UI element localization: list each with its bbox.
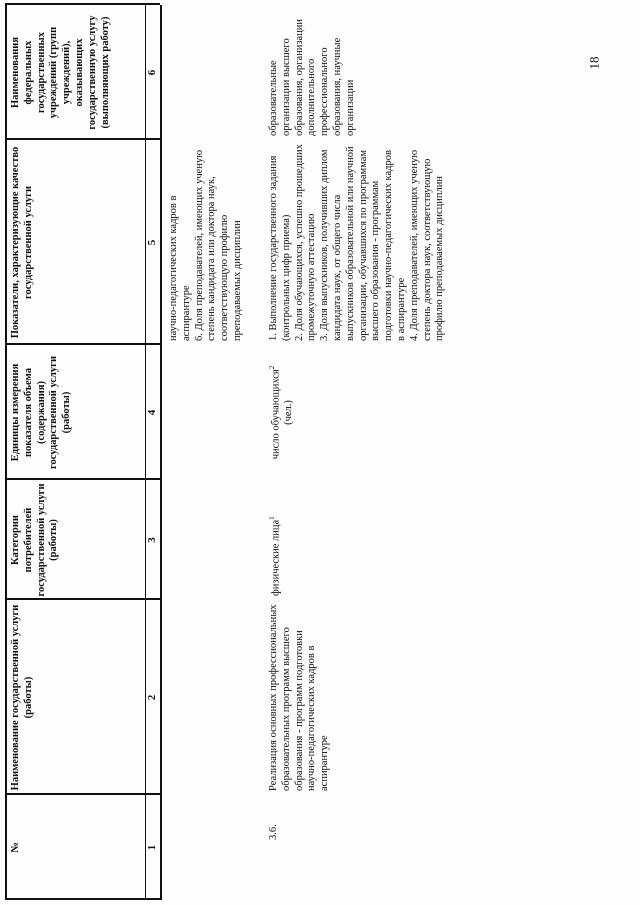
header-col-2: Наименование государственной услуги (работы) [10, 604, 34, 791]
col-divider-4 [5, 344, 160, 346]
column-number-4: 4 [146, 409, 158, 416]
table-border-header-bottom [160, 5, 162, 900]
row-consumers: физические лица$^1$ [268, 516, 282, 596]
header-col-4: Единицы измерения показателя объема (содержания) государственной услуги (работы) [10, 356, 73, 469]
column-number-6: 6 [146, 69, 158, 76]
column-number-3: 3 [146, 537, 158, 543]
row-number: 3.6. [268, 824, 279, 840]
unit-suffix: (чел.) [283, 400, 295, 425]
header-col-3: Категории потребителей государственной услуги (работы) [10, 483, 60, 597]
col-divider-2 [5, 599, 160, 601]
header-col-6: Наименования федеральных государственных учреждений (групп учреждений), оказывающих государственную услугу (выполняющих работу) [10, 15, 111, 130]
continuation-quality: научно-педагогических кадров в аспирантуре 6. Доля преподавателей, имеющих ученую степень кандидата или доктора наук, соответствующую профилю преподаваемых дисциплин [168, 149, 243, 341]
row-institutions: образовательные организации высшего образования, организации дополнительного профессионального образования, научные организации [268, 18, 356, 136]
header-col-1: № [10, 842, 21, 853]
col-divider-5 [5, 139, 160, 141]
row-quality: 1. Выполнение государственного задания (контрольных цифр приема) 2. Доля обучающихся, успешно прошедших промежуточную аттестацию 3. Доля выпускников, получивших диплом кандидата наук, от общего числа выпускников образовательной или научной организации, обучавшихся по программам высшего образования - программам подготовки научно-педагогических кадров в аспирантуре 4. Доля преподавателей, имеющих ученую степень доктора наук, соответствующую профилю преподаваемых дисциплин [268, 144, 446, 341]
unit-footnote-mark: 2 [268, 365, 276, 370]
row-service: Реализация основных профессиональных образовательных программ высшего образования - программ подготовки научно-педагогических кадров в аспирантуре [268, 604, 331, 791]
consumers-footnote-mark: 1 [268, 516, 276, 520]
column-number-5: 5 [146, 239, 158, 246]
header-col-5: Показатели, характеризующие качество государственной услуги [10, 146, 34, 339]
page-number: 18 [586, 56, 602, 70]
col-divider-1 [5, 794, 160, 796]
column-number-2: 2 [146, 694, 158, 701]
table-border-outer-left [5, 899, 160, 901]
row-unit: число обучающихся$^2$ (чел.) [268, 349, 308, 476]
table-border-outer-right [5, 4, 160, 6]
col-divider-3 [5, 479, 160, 481]
column-number-1: 1 [146, 844, 158, 851]
